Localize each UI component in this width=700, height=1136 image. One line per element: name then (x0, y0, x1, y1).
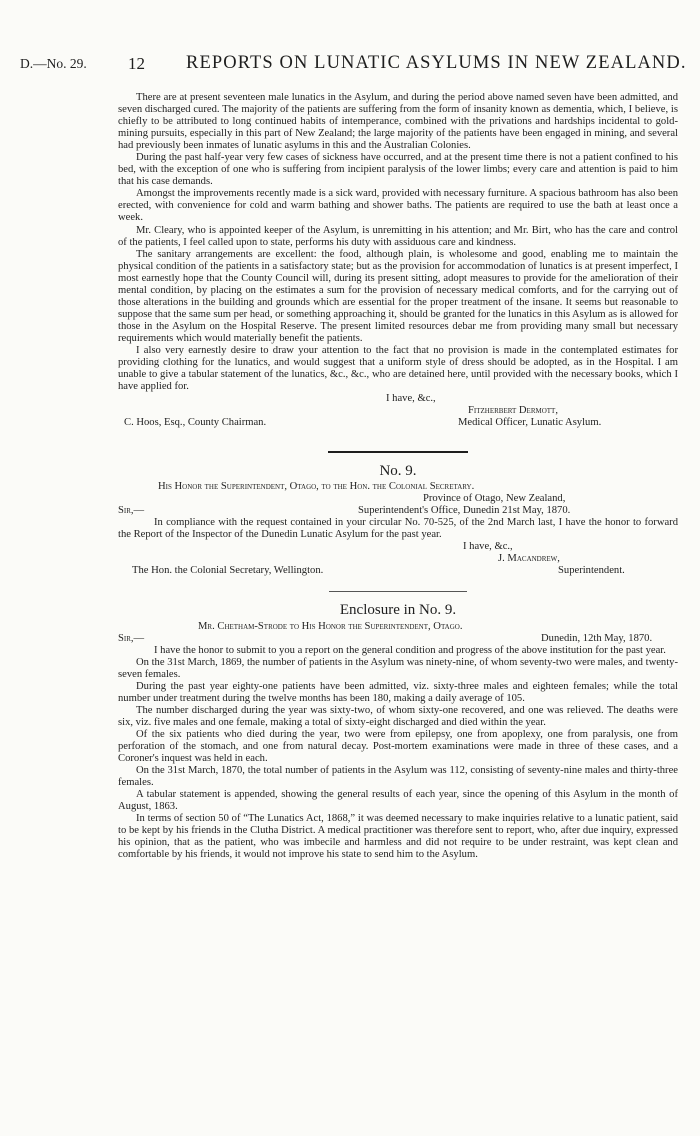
signature-block (118, 393, 678, 429)
salutation-line (118, 633, 678, 645)
letter-heading: No. 9. (379, 463, 417, 480)
letter-no-9 (118, 465, 678, 577)
paragraph: I have the honor to submit to you a report on the general condition and progress of the above institution for the past year. (154, 644, 666, 656)
addressee: The Hon. the Colonial Secretary, Wellington. (132, 565, 324, 577)
enclosure-subheading: Mr. Chetham-Strode to His Honor the Superintendent, Otago. (198, 620, 463, 632)
section-divider (328, 451, 468, 453)
paragraph: There are at present seventeen male lunatics in the Asylum, and during the period above named seven have been admitted, and seven discharged cured. The majority of the patients are suffering from the form of insanity known as dementia, which, I believe, is chiefly to be attributed to long continued habits of intemperance, combined with the privations and hardships incidental to gold-mining pursuits, especially in this part of New Zealand; the large majority of the patients have been engaged in mining, and several had previously been inmates of lunatic asylums in this and the Australian Colonies. (118, 92, 678, 152)
paragraph: On the 31st March, 1869, the number of patients in the Asylum was ninety-nine, of whom seventy-two were males, and twenty-seven females. (118, 656, 678, 680)
closing-line: I have, &c., (463, 541, 513, 553)
paragraph: In terms of section 50 of “The Lunatics Act, 1868,” it was deemed necessary to make inquiries relative to a lunatic patient, said to be kept by his friends in the Clutha District. A medical practitioner was therefore sent to report, who, after due inquiry, expressed his opinion, that as the patient, who was imbecile and harmless and did not require to be under restraint, was kept clean and comfortable by his friends, it would not improve his state to send him to the Asylum. (118, 813, 678, 861)
paragraph: In compliance with the request contained in your circular No. 70-525, of the 2nd March last, I have the honor to forward the Report of the Inspector of the Dunedin Lunatic Asylum for the past year. (118, 517, 678, 541)
enclosure-letter (118, 604, 678, 861)
salutation: Sir,— (118, 632, 145, 644)
signer-title: Superintendent. (558, 565, 625, 577)
paragraph: Mr. Cleary, who is appointed keeper of the Asylum, is unremitting in his attention; and Mr. Birt, who has the care and control of the patients, I feel called upon to state, performs his duty with assiduous care and kindness. (118, 224, 678, 248)
address-line (118, 493, 678, 505)
salutation: Sir,— (118, 505, 145, 517)
paragraph: Of the six patients who died during the year, two were from epilepsy, one from apoplexy, one from paralysis, one from perforation of the stomach, and one from natural decay. Post-mortem examinations were made in three of these cases, and a Coroner's inquest was held in each. (118, 728, 678, 765)
report-letter (118, 92, 678, 429)
salutation-line (118, 505, 678, 517)
page-header (10, 53, 690, 80)
letter-date: Dunedin, 12th May, 1870. (541, 632, 653, 644)
paragraph: The sanitary arrangements are excellent: the food, although plain, is wholesome and good, enabling me to maintain the physical condition of the patients in a satisfactory state; but as the provision for accommodation of lunatics is at present imperfect, I most earnestly hope that the County Council will, during its present sitting, adopt measures to provide for the amelioration of their mental condition, by placing on the estimates a sum for the provision of necessary medical comforts, and for the carrying out of those alterations in the building and grounds which are essential for the proper treatment of the insane. It seems but reasonable to suppose that the same sum per head, or something approaching it, should be granted for the lunatics in this Asylum as is allowed for those in the Asylum on the Hospital Reserve. The present limited resources debar me from providing many small but necessary requirements which would materially benefit the patients. (118, 248, 678, 344)
paragraph: A tabular statement is appended, showing the general results of each year, since the opening of this Asylum in the month of August, 1863. (118, 789, 678, 813)
paragraph: During the past year eighty-one patients have been admitted, viz. sixty-three males and eighteen females; while the total number under treatment during the twelve months has been 180, making a daily average of 105. (118, 680, 678, 704)
signature-block (118, 541, 678, 577)
signer-name: J. Macandrew, (498, 553, 560, 565)
running-title: REPORTS ON LUNATIC ASYLUMS IN NEW ZEALAND. (186, 53, 687, 73)
enclosure-heading: Enclosure in No. 9. (339, 602, 457, 619)
signer-title: Medical Officer, Lunatic Asylum. (458, 417, 602, 429)
paragraph: The number discharged during the year was sixty-two, of whom sixty-one recovered, and one was relieved. The deaths were six, viz. five males and one female, making a total of sixty-eight discharged and died within the year. (118, 704, 678, 728)
closing-line: I have, &c., (386, 393, 436, 405)
page-number: 12 (128, 54, 145, 73)
section-divider (329, 591, 467, 592)
signer-name: Fitzherbert Dermott, (468, 405, 558, 417)
addressee: C. Hoos, Esq., County Chairman. (124, 417, 267, 429)
document-body (118, 92, 678, 861)
paragraph: On the 31st March, 1870, the total number of patients in the Asylum was 112, consisting of seventy-nine males and thirty-three females. (118, 765, 678, 789)
document-reference: D.—No. 29. (20, 56, 87, 71)
letter-subheading: His Honor the Superintendent, Otago, to the Hon. the Colonial Secretary. (158, 481, 475, 493)
paragraph: Amongst the improvements recently made is a sick ward, provided with necessary furniture. A spacious bathroom has also been erected, with convenience for cold and warm bathing and shower baths. The patients are required to use the bath at least once a week. (118, 188, 678, 224)
place: Province of Otago, New Zealand, (423, 493, 566, 505)
paragraph: During the past half-year very few cases of sickness have occurred, and at the present time there is not a patient confined to his bed, with the exception of one who is suffering from incipient paralysis of the lower limbs; every care and attention is paid to him that his case demands. (118, 152, 678, 188)
office-date: Superintendent's Office, Dunedin 21st May, 1870. (358, 505, 571, 517)
paragraph: I also very earnestly desire to draw your attention to the fact that no provision is made in the contemplated estimates for providing clothing for the lunatics, and would suggest that a uniform style of dress should be adopted, as in the Hospital. I am unable to give a tabular statement of the lunatics, &c., &c., who are detained here, until provided with the necessary books, which I have applied for. (118, 344, 678, 393)
